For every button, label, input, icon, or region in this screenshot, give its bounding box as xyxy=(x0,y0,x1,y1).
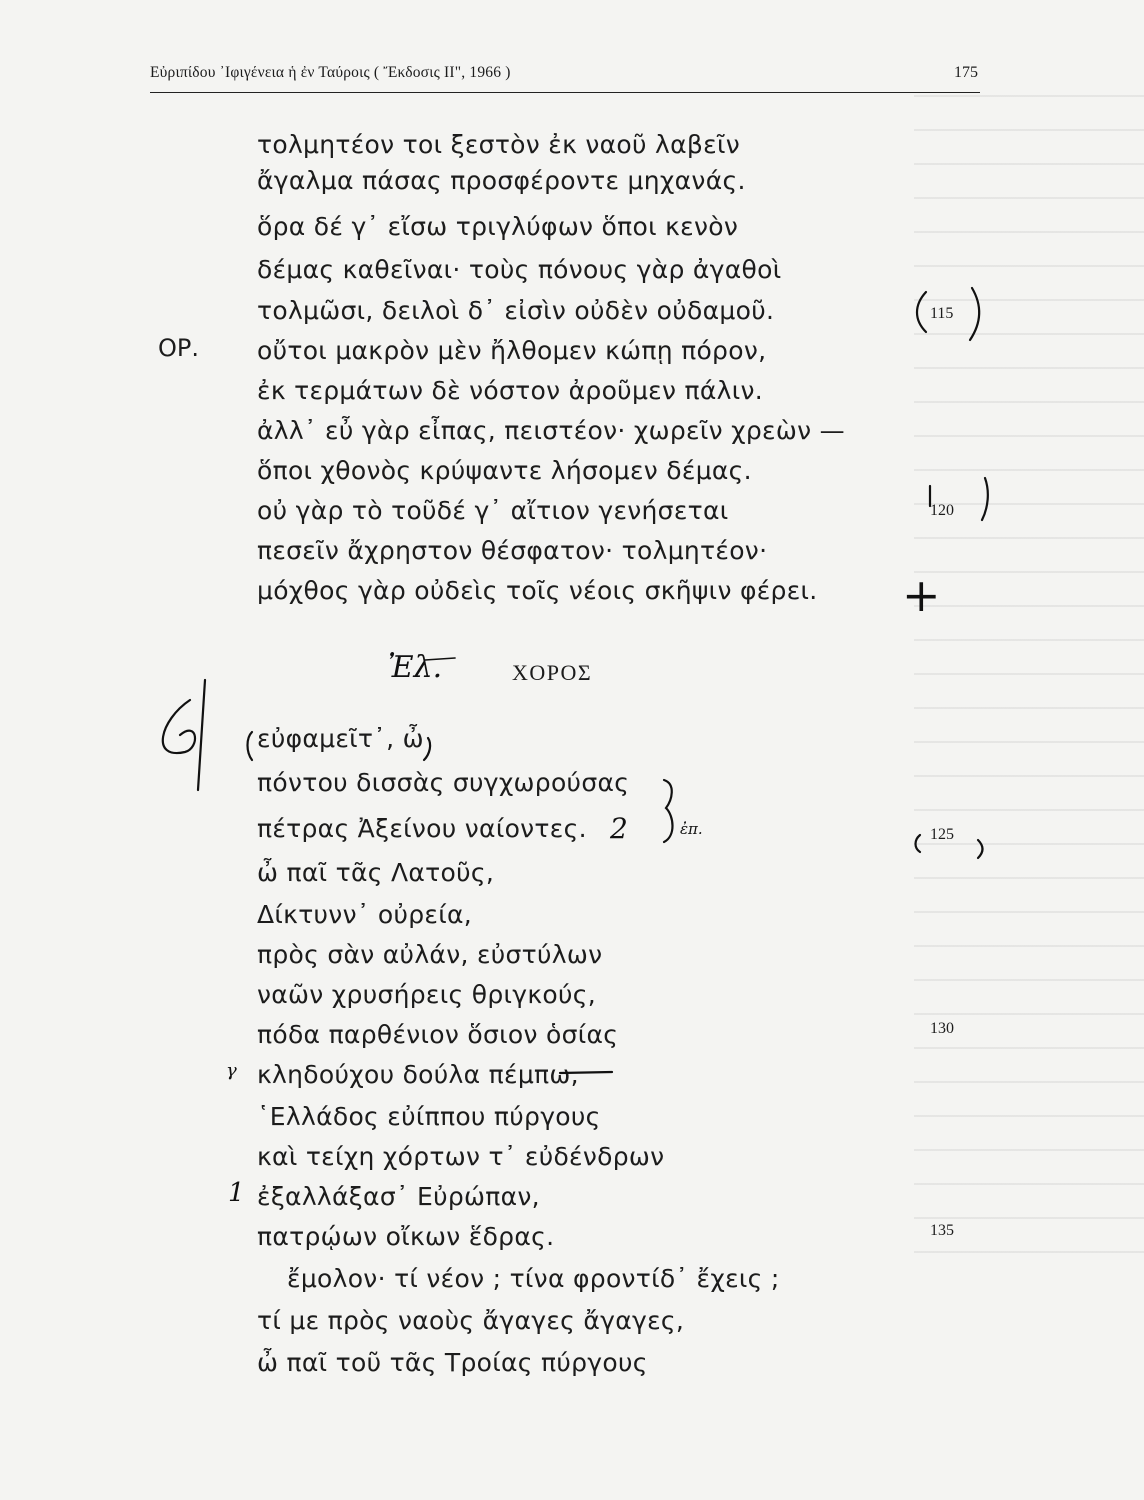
verse-line: οὐ γὰρ τὸ τοῦδέ γ᾿ αἴτιον γενήσεται xyxy=(257,496,729,525)
margin-scribble-icon xyxy=(163,700,195,753)
margin-stroke-icon xyxy=(198,680,205,790)
verse-line: ἀλλ᾿ εὖ γὰρ εἶπας, πειστέον· χωρεῖν χρεὼν — xyxy=(257,416,845,445)
verse-line: τολμητέον τοι ξεστὸν ἐκ ναοῦ λαβεῖν xyxy=(257,130,740,159)
verse-line: πατρῴων οἴκων ἕδρας. xyxy=(257,1222,555,1251)
line-number: 115 xyxy=(930,305,954,322)
verse-line: πεσεῖν ἄχρηστον θέσφατον· τολμητέον· xyxy=(257,536,768,565)
bracket-icon xyxy=(978,840,983,858)
bracket-icon xyxy=(424,738,430,760)
line-number: 130 xyxy=(930,1020,954,1037)
verse-line: καὶ τείχη χόρτων τ᾿ εὐδένδρων xyxy=(257,1142,665,1171)
verse-line: εὐφαμεῖτ᾿, ὦ xyxy=(257,724,424,753)
verse-line: τί με πρὸς ναοὺς ἄγαγες ἄγαγες, xyxy=(257,1306,685,1335)
verse-line: ῾Ελλάδος εὐίππου πύργους xyxy=(257,1102,601,1131)
line-number: 135 xyxy=(930,1222,954,1239)
bracket-icon xyxy=(917,292,926,332)
verse-line: ὦ παῖ τοῦ τᾶς Τροίας πύργους xyxy=(257,1348,648,1377)
verse-line: ὅποι χθονὸς κρύψαντε λήσομεν δέμας. xyxy=(257,456,752,485)
bracket-icon xyxy=(248,732,253,760)
bracket-icon xyxy=(916,835,921,852)
handwritten-mark: γ xyxy=(226,1060,237,1081)
bracket-icon xyxy=(970,288,979,340)
handwritten-note: ἐπ. xyxy=(680,820,703,838)
verse-line: κληδούχου δούλα πέμπω, xyxy=(257,1060,579,1089)
page-number: 175 xyxy=(954,64,978,81)
verse-line: πόντου δισσὰς συγχωρούσας xyxy=(257,768,630,797)
verse-line: τολμῶσι, δειλοὶ δ᾿ εἰσὶν οὐδὲν οὐδαμοῦ. xyxy=(257,296,775,325)
section-heading: ΧΟΡΟΣ xyxy=(512,660,593,685)
verse-line: ἐκ τερμάτων δὲ νόστον ἀροῦμεν πάλιν. xyxy=(257,376,763,405)
header-title: Εὐριπίδου ᾿Ιφιγένεια ἡ ἐν Ταύροις ( Ἔκδοσις ΙΙ", 1966 ) xyxy=(150,64,511,81)
line-number: 125 xyxy=(930,826,954,843)
verse-line: ἄγαλμα πάσας προσφέροντε μηχανάς. xyxy=(257,166,746,195)
bracket-icon xyxy=(982,478,988,520)
verse-line: δέμας καθεῖναι· τοὺς πόνους γὰρ ἀγαθοὶ xyxy=(257,255,782,284)
brace-icon xyxy=(664,780,673,842)
verse-line: πέτρας Ἀξείνου ναίοντες. xyxy=(257,814,587,843)
verse-line: ὦ παῖ τᾶς Λατοῦς, xyxy=(257,858,495,887)
verse-line: ἔμολον· τί νέον ; τίνα φροντίδ᾿ ἔχεις ; xyxy=(287,1264,780,1293)
verse-line: ἐξαλλάξασ᾿ Εὐρώπαν, xyxy=(257,1182,540,1211)
handwritten-numeral: 1 xyxy=(228,1178,245,1208)
handwritten-numeral: 2 xyxy=(610,812,628,845)
verse-line: πόδα παρθένιον ὅσιον ὁσίας xyxy=(257,1020,619,1049)
verse-line: ὅρα δέ γ᾿ εἴσω τριγλύφων ὅποι κενὸν xyxy=(257,212,739,241)
underline-mark-icon xyxy=(425,658,455,660)
speaker-label: ΟΡ. xyxy=(158,334,199,362)
verse-line: ναῶν χρυσήρεις θριγκούς, xyxy=(257,980,596,1009)
verse-line: οὔτοι μακρὸν μὲν ἤλθομεν κώπῃ πόρον, xyxy=(257,336,767,365)
handwritten-cross: + xyxy=(902,568,941,622)
verse-line: Δίκτυνν᾿ οὐρεία, xyxy=(257,900,473,929)
verse-line: πρὸς σὰν αὐλάν, εὐστύλων xyxy=(257,940,603,969)
line-number: 120 xyxy=(930,502,954,519)
handwritten-sigla: Ἐλ. xyxy=(388,650,443,685)
underline-mark-icon xyxy=(560,1072,612,1073)
verse-line: μόχθος γὰρ οὐδεὶς τοῖς νέοις σκῆψιν φέρει. xyxy=(257,576,818,605)
